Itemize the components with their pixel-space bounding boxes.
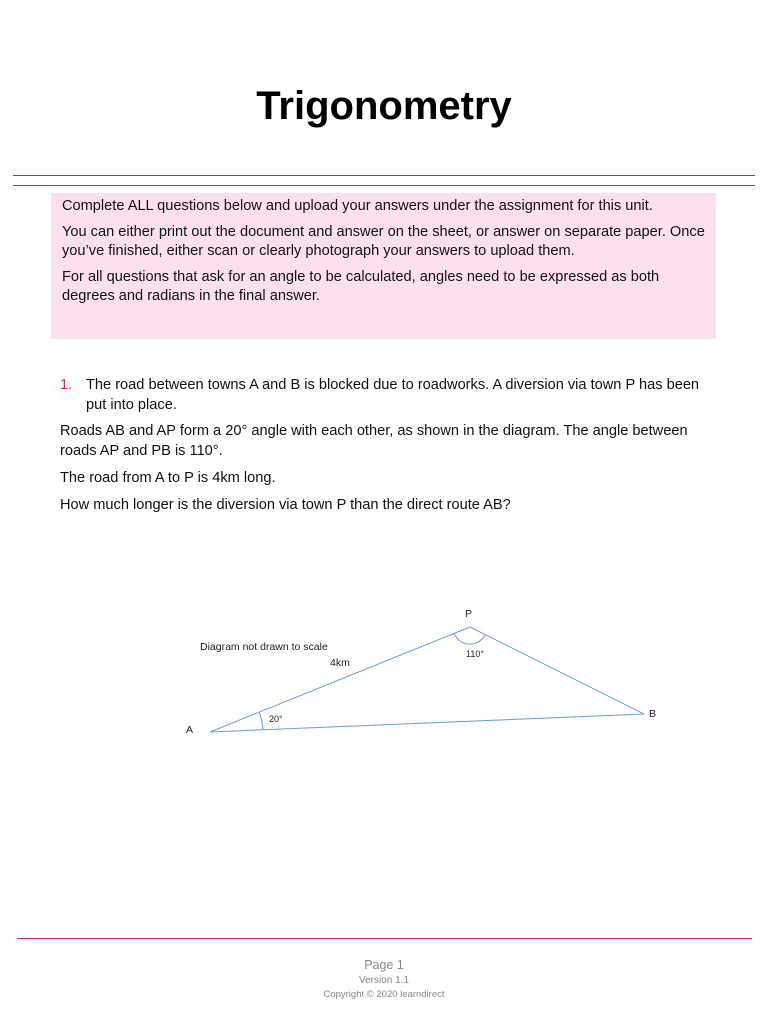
question-intro-text: The road between towns A and B is blocked due to roadworks. A diversion via town P has been put into place. xyxy=(86,377,700,413)
version-text: Version 1.1 xyxy=(358,975,410,986)
road-pb xyxy=(470,627,644,714)
question-intro xyxy=(60,375,720,415)
instruction-paragraph: Complete ALL questions below and upload your answers under the assignment for this unit. xyxy=(62,198,653,214)
question-number: 1. xyxy=(60,377,73,393)
angle-p-arc xyxy=(454,633,485,644)
copyright-text: Copyright © 2020 learndirect xyxy=(323,989,445,1000)
angle-a-arc xyxy=(259,712,263,730)
question-line: The road from A to P is 4km long. xyxy=(60,470,276,486)
page-number: Page 1 xyxy=(364,958,404,972)
diagram-note: Diagram not drawn to scale xyxy=(200,641,328,653)
question-line: Roads AB and AP form a 20° angle with each other, as shown in the diagram. The angle between roads AP and PB is 110°. xyxy=(60,423,688,459)
vertex-a-label: A xyxy=(186,724,194,736)
question-1 xyxy=(60,375,720,522)
side-ap-label: 4km xyxy=(330,657,350,669)
vertex-b-label: B xyxy=(649,708,657,720)
angle-a-label: 20° xyxy=(269,714,283,724)
instructions-box xyxy=(51,193,716,339)
vertex-p-label: P xyxy=(465,608,473,620)
question-line: How much longer is the diversion via town P than the direct route AB? xyxy=(60,497,511,513)
angle-p-label: 110° xyxy=(466,649,484,659)
header-divider-bottom xyxy=(13,185,755,186)
triangle-diagram xyxy=(170,598,670,748)
header-divider-top xyxy=(13,175,755,176)
instruction-paragraph: You can either print out the document and answer on the sheet, or answer on separate paper. Once you’ve finished, either scan or clearly photograph your answers to upload them. xyxy=(62,224,705,259)
footer-divider xyxy=(17,938,752,939)
instruction-paragraph: For all questions that ask for an angle to be calculated, angles need to be expressed as both degrees and radians in the final answer. xyxy=(62,269,660,304)
page-title: Trigonometry xyxy=(256,84,512,128)
